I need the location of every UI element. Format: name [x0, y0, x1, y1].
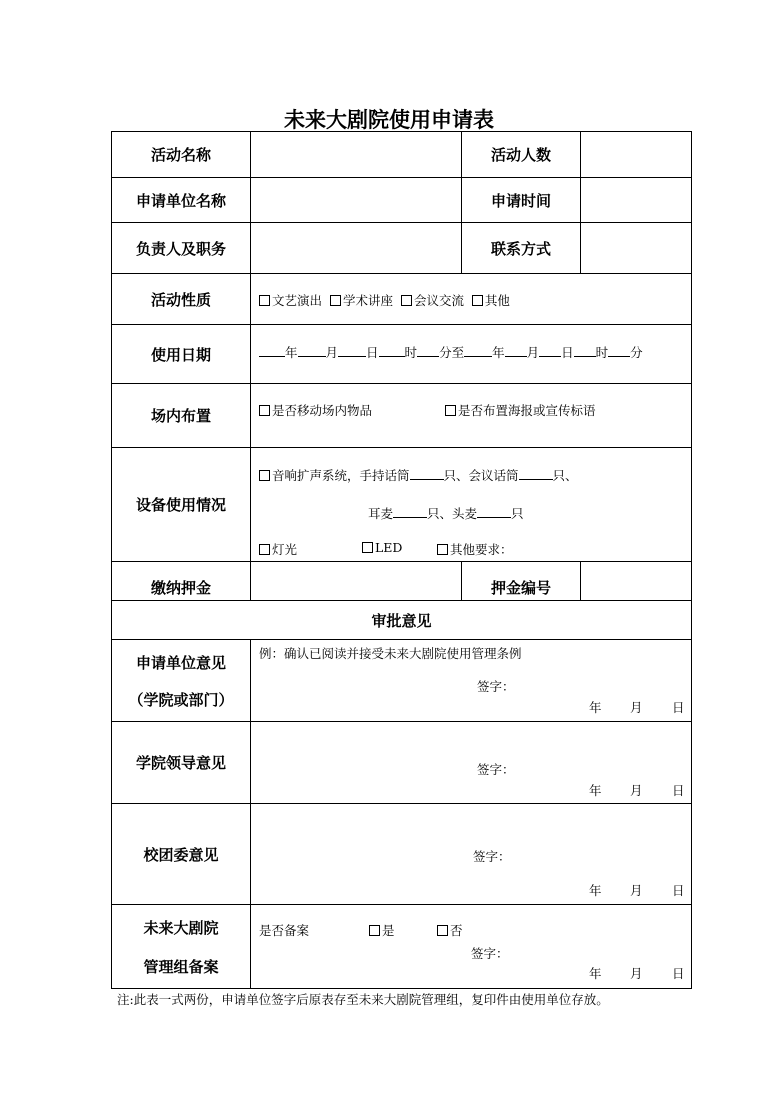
label-person-in-charge: 负责人及职务	[112, 223, 251, 274]
checkbox-performance[interactable]	[259, 293, 322, 308]
earmic-count[interactable]	[393, 505, 427, 518]
record-field	[251, 905, 692, 989]
college-leader-signature: 签字：	[477, 762, 515, 777]
checkbox-other-req[interactable]	[437, 540, 513, 558]
option-other-req: 其他要求：	[450, 542, 513, 557]
approval-header: 审批意见	[112, 601, 692, 640]
field-applicant-unit[interactable]	[251, 178, 462, 223]
college-leader-year: 年	[589, 783, 602, 798]
unit-month-2: 月	[526, 345, 540, 360]
equipment-audio-end: 只、	[552, 468, 578, 483]
option-conference: 会议交流	[413, 293, 464, 308]
field-participants[interactable]	[581, 132, 692, 178]
equipment-earmic: 耳麦	[368, 506, 394, 521]
equipment-audio-prefix: 音响扩声系统，手持话筒	[272, 468, 410, 483]
unit-year: 年	[285, 345, 298, 360]
unit-opinion-field[interactable]	[251, 640, 692, 722]
label-contact: 联系方式	[462, 223, 581, 274]
headmic-count[interactable]	[477, 505, 511, 518]
unit-hour: 时	[404, 345, 418, 360]
youth-league-day: 日	[672, 883, 685, 898]
checkbox-record-no[interactable]	[437, 921, 463, 939]
field-deposit[interactable]	[251, 562, 462, 601]
field-deposit-no[interactable]	[581, 562, 692, 601]
field-person-in-charge[interactable]	[251, 223, 462, 274]
youth-league-signature: 签字：	[473, 849, 511, 864]
record-line1: 未来大剧院	[143, 918, 219, 937]
option-lighting: 灯光	[272, 542, 298, 557]
field-activity-name[interactable]	[251, 132, 462, 178]
field-apply-time[interactable]	[581, 178, 692, 223]
handheld-mic-count[interactable]	[410, 467, 444, 480]
field-contact[interactable]	[581, 223, 692, 274]
unit-opinion-signature: 签字：	[477, 679, 515, 694]
unit-minute-2: 分	[630, 345, 643, 360]
option-lecture: 学术讲座	[342, 293, 393, 308]
unit-hour-2: 时	[595, 345, 609, 360]
option-led: LED	[375, 540, 403, 555]
unit-opinion-line2: （学院或部门）	[128, 690, 234, 709]
label-use-date: 使用日期	[112, 325, 251, 384]
youth-league-month: 月	[630, 883, 643, 898]
college-leader-day: 日	[672, 783, 685, 798]
page-title: 未来大剧院使用申请表	[284, 108, 494, 132]
equipment-headmic-mid: 只、头麦	[427, 506, 478, 521]
checkbox-move-items[interactable]	[259, 401, 372, 419]
equipment-headmic-end: 只	[511, 506, 524, 521]
use-date-fields[interactable]	[251, 325, 692, 384]
record-year: 年	[589, 966, 602, 981]
label-participants: 活动人数	[462, 132, 581, 178]
checkbox-conference[interactable]	[401, 293, 464, 308]
unit-opinion-month: 月	[630, 700, 643, 715]
equipment-fields	[251, 448, 692, 562]
record-month: 月	[630, 966, 643, 981]
label-layout: 场内布置	[112, 384, 251, 448]
checkbox-other[interactable]	[472, 293, 510, 308]
unit-year-2: 年	[492, 345, 505, 360]
label-unit-opinion	[112, 640, 251, 722]
option-move-items: 是否移动场内物品	[272, 403, 373, 418]
label-equipment: 设备使用情况	[112, 448, 251, 562]
record-question: 是否备案	[259, 923, 310, 938]
option-performance: 文艺演出	[272, 293, 323, 308]
option-other: 其他	[484, 293, 510, 308]
label-record	[112, 905, 251, 989]
unit-opinion-example: 例：确认已阅读并接受未来大剧院使用管理条例	[259, 646, 522, 661]
option-record-yes: 是	[382, 923, 395, 938]
checkbox-audio[interactable]	[259, 468, 272, 483]
youth-league-field[interactable]	[251, 804, 692, 905]
unit-minute-to: 分至	[439, 345, 465, 360]
unit-day-2: 日	[561, 345, 574, 360]
unit-opinion-day: 日	[672, 700, 685, 715]
conference-mic-count[interactable]	[519, 467, 553, 480]
label-youth-league: 校团委意见	[112, 804, 251, 905]
unit-month: 月	[325, 345, 339, 360]
layout-options	[251, 384, 692, 448]
activity-type-options	[251, 274, 692, 325]
label-deposit: 缴纳押金	[112, 562, 251, 601]
label-activity-type: 活动性质	[112, 274, 251, 325]
youth-league-year: 年	[589, 883, 602, 898]
label-college-leader: 学院领导意见	[112, 722, 251, 804]
label-apply-time: 申请时间	[462, 178, 581, 223]
label-applicant-unit: 申请单位名称	[112, 178, 251, 223]
checkbox-led[interactable]	[362, 540, 402, 555]
checkbox-lighting[interactable]	[259, 540, 297, 558]
label-deposit-no: 押金编号	[462, 562, 581, 601]
checkbox-lecture[interactable]	[330, 293, 393, 308]
option-posters: 是否布置海报或宣传标语	[458, 403, 596, 418]
footnote: 注:此表一式两份，申请单位签字后原表存至未来大剧院管理组，复印件由使用单位存放。	[117, 992, 609, 1007]
checkbox-record-yes[interactable]	[369, 921, 395, 939]
equipment-audio-mid: 只、会议话筒	[443, 468, 519, 483]
record-signature: 签字：	[471, 946, 509, 961]
label-activity-name: 活动名称	[112, 132, 251, 178]
option-record-no: 否	[450, 923, 463, 938]
application-form	[111, 131, 692, 989]
college-leader-field[interactable]	[251, 722, 692, 804]
unit-day: 日	[366, 345, 379, 360]
college-leader-month: 月	[630, 783, 643, 798]
checkbox-posters[interactable]	[445, 401, 596, 419]
record-day: 日	[672, 966, 685, 981]
record-line2: 管理组备案	[143, 957, 219, 976]
unit-opinion-year: 年	[589, 700, 602, 715]
unit-opinion-line1: 申请单位意见	[135, 653, 226, 672]
